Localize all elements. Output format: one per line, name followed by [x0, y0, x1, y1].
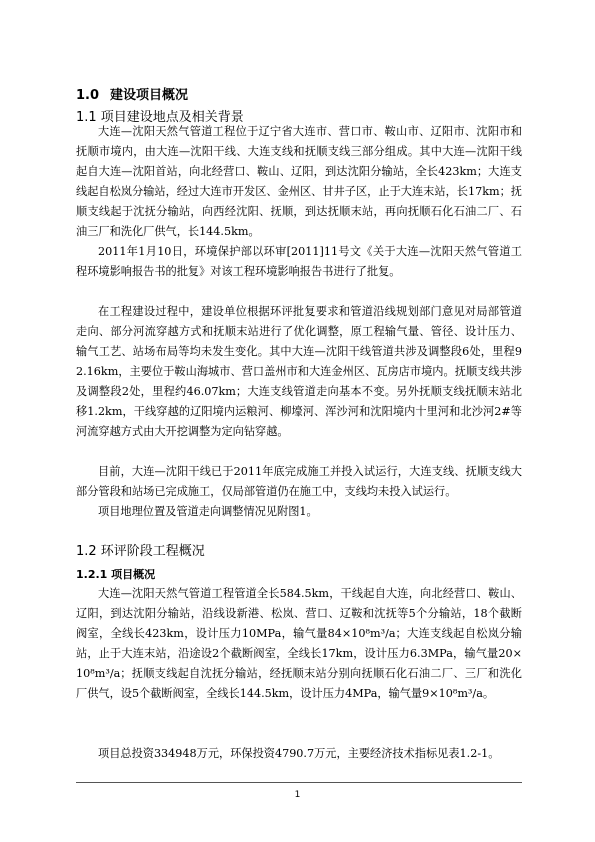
paragraph: 项目总投资334948万元，环保投资4790.7万元，主要经济技术指标见表1.2-1。: [98, 747, 500, 760]
heading-1-number: 1.0: [76, 88, 100, 103]
paragraph: 在工程建设过程中，建设单位根据环评批复要求和管道沿线规划部门意见对局部管道走向、部分河流穿越方式和抚顺末站进行了优化调整，原工程输气量、管径、设计压力、输气工艺、站场布局等均未发生变化。其中大连—沈阳干线管道共涉及调整段6处，里程92.16km，主要位于鞍山海城市、营口盖州市和大连金州区、瓦房店市境内。抚顺支线共涉及调整段2处，里程约46.07km；大连支线管道走向基本不变。另外抚顺支线抚顺末站北移1.2km，干线穿越的辽阳境内运粮河、柳壕河、浑沙河和沈阳境内十里河和北沙河2#等河流穿越方式由大开挖调整为定向钻穿越。: [76, 305, 522, 438]
paragraph: 大连—沈阳天然气管道工程位于辽宁省大连市、营口市、鞍山市、辽阳市、沈阳市和抚顺市境内，由大连—沈阳干线、大连支线和抚顺支线三部分组成。其中大连—沈阳干线起自大连—沈阳首站，向北经营口、鞍山、辽阳，到达沈阳分输站，全长423km；大连支线起自松岚分输站，经过大连市开发区、金州区、甘井子区，止于大连末站，长17km；抚顺支线起于沈抚分输站，向西经沈阳、抚顺，到达抚顺末站，再向抚顺石化石油二厂、石油三厂和洗化厂供气，长144.5km。: [76, 125, 522, 238]
footer-divider: [76, 782, 522, 783]
section-1-2-title: 1.2 环评阶段工程概况: [76, 544, 205, 559]
paragraph: 项目地理位置及管道走向调整情况见附图1。: [98, 505, 318, 518]
heading-1: [76, 84, 188, 103]
section-1-2-1-title: 1.2.1 项目概况: [76, 568, 156, 581]
section-1-1-title: 1.1 项目建设地点及相关背景: [76, 110, 244, 125]
paragraph: 2011年1月10日，环境保护部以环审[2011]11号文《关于大连—沈阳天然气管道工程环境影响报告书的批复》对该工程环境影响报告书进行了批复。: [76, 245, 522, 278]
page-number: 1: [294, 790, 301, 800]
paragraph: 目前，大连—沈阳干线已于2011年底完成施工并投入试运行，大连支线、抚顺支线大部分管段和站场已完成施工，仅局部管道仍在施工中，支线均未投入试运行。: [76, 465, 522, 498]
paragraph: 大连—沈阳天然气管道工程管道全长584.5km，干线起自大连，向北经营口、鞍山、辽阳，到达沈阳分输站，沿线设新港、松岚、营口、辽鞍和沈抚等5个分输站，18个截断阀室，全线长423km，设计压力10MPa，输气量84×10⁸m³/a；大连支线起自松岚分输站，止于大连末站，沿途设2个截断阀室，全线长17km，设计压力6.3MPa，输气量20×10⁸m³/a；抚顺支线起自沈抚分输站，经抚顺末站分别向抚顺石化石油二厂、三厂和洗化厂供气，设5个截断阀室，全线长144.5km，设计压力4MPa，输气量9×10⁸m³/a。: [76, 587, 522, 700]
heading-1-title: 建设项目概况: [110, 88, 189, 103]
